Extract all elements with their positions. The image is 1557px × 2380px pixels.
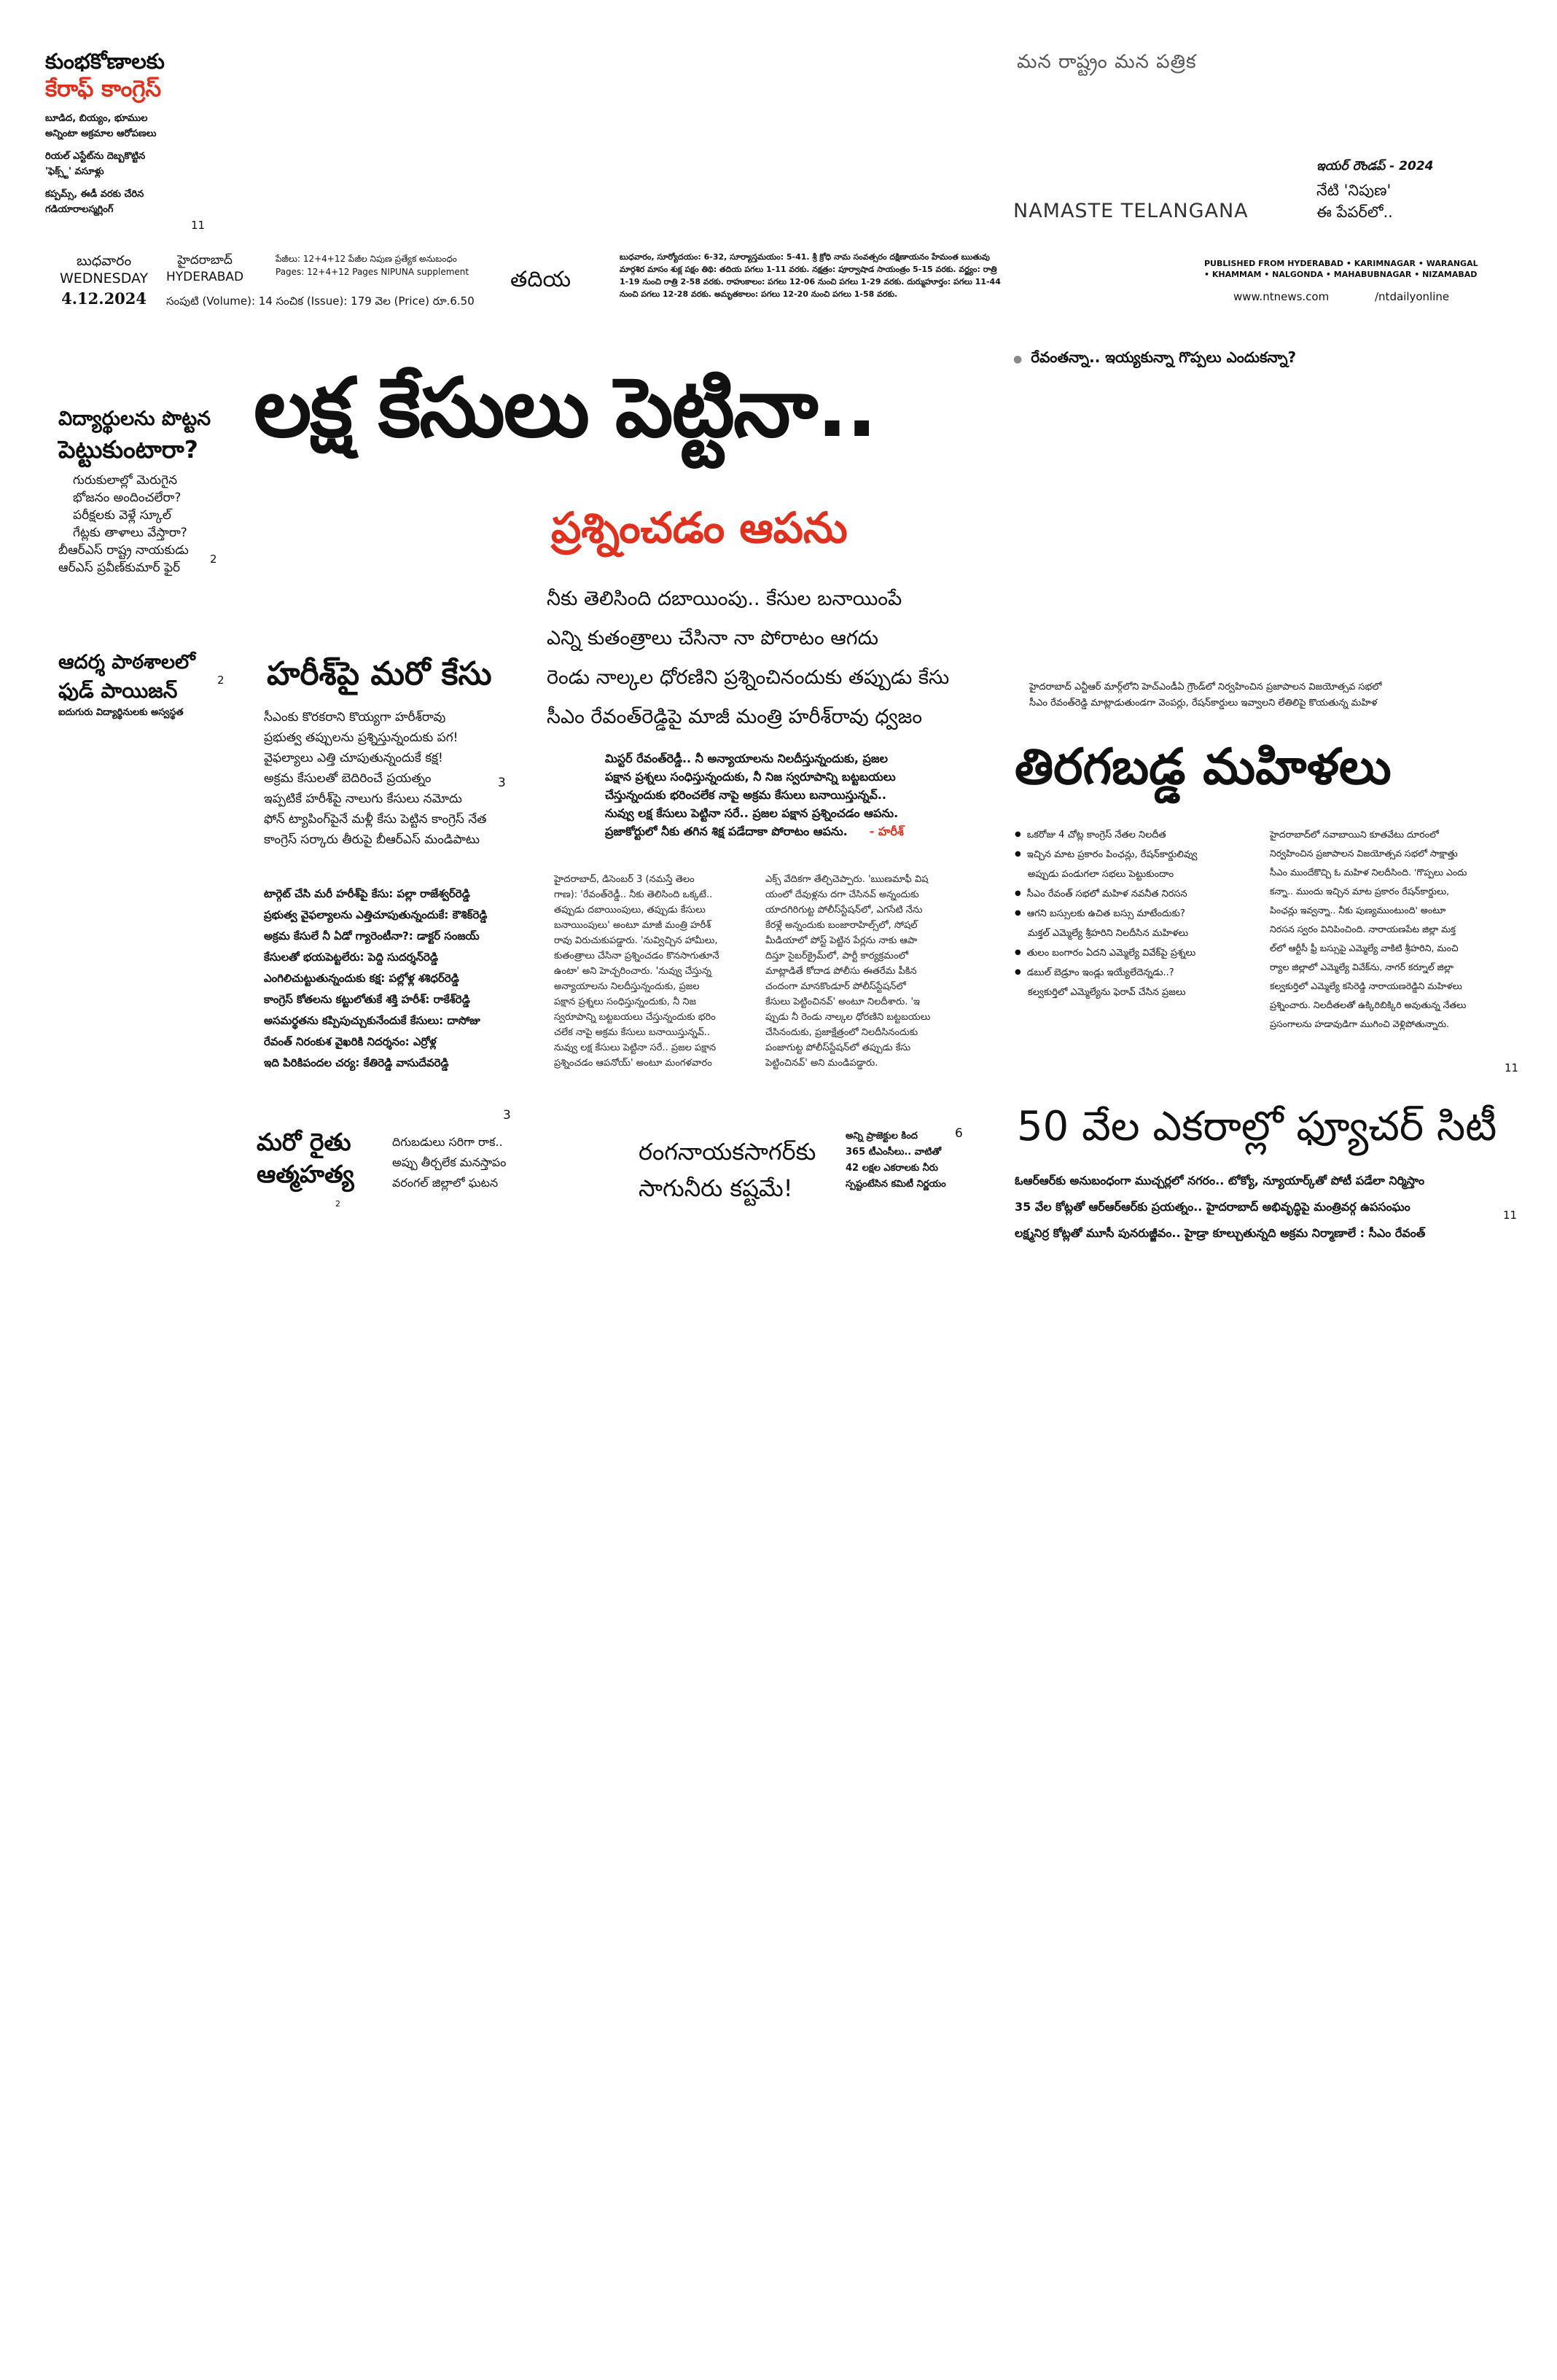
future-city-page-number: 11 [1503,1209,1518,1222]
body-line: యంలో దేవుళ్లను దగా చేసినవ్ అన్నందుకు [765,889,919,900]
deck-line: ఎన్ని కుతంత్రాలు చేసినా నా పోరాటం ఆగదు [547,627,878,649]
bullet-item: ● డబుల్ బెడ్రూం ఇండ్లు ఇయ్యేలేదెన్నడు..? [1015,963,1197,983]
year-round-box [1316,159,1506,223]
bullet-icon: ● [1013,354,1023,365]
bullet-item-continued: మక్తల్ ఎమ్మెల్యే శ్రీహరిని నిలదీసిన మహిళలు [1028,928,1189,939]
reaction-line: కేసులతో భయపెట్టలేరు: పెద్ది సుదర్శన్‌రెడ్డి [264,951,438,964]
deck-line: నీకు తెలిసింది దబాయింపు.. కేసుల బనాయింపే [547,588,902,610]
body-line: మాట్లాడితే కోదాడ పోలీసు ఈతరేమ పీకిన [765,966,917,977]
published-label: PUBLISHED FROM [1204,259,1285,268]
harish-line: ప్రభుత్వ తప్పులను ప్రశ్నిస్తున్నందుకు పగ! [264,730,458,745]
future-city-headline: 50 వేల ఎకరాల్లో ఫ్యూచర్ సిటీ [1017,1103,1497,1150]
story-headline: ఆదర్శ పాఠశాలలో [58,651,195,674]
date: 4.12.2024 [61,289,147,308]
city-telugu: హైదరాబాద్ [177,253,233,268]
harish-line: ఇప్పటికే హరీశ్‌పై నాలుగు కేసులు నమోదు [264,792,462,806]
sagar-line: అన్ని ప్రాజెక్టుల కింద [846,1131,918,1142]
sagar-headline-line: సాగునీరు కష్టమే! [639,1174,793,1202]
volume-issue-price: సంపుటి (Volume): 14 సంచిక (Issue): 179 వెల (Price) రూ.6.50 [166,294,475,308]
harish-page-number: 3 [498,776,506,790]
bullet-item-continued: అప్పుడు పండుగలా సభలు పెట్టుకుందాం [1028,869,1174,880]
body-line: యాదగిరిగుట్ట పోలీస్‌స్టేషన్‌లో, ఎగసేటి నేను [765,905,923,916]
left-story-students [58,405,226,577]
left-story-food-poison [58,649,233,720]
lead-body-col1 [554,872,795,1071]
year-round-line2: ఈ పేపర్‌లో.. [1316,203,1393,221]
bullet-item: ● తులం బంగారం ఏదని ఎమ్మెల్యే వివేక్‌పై ప్రశ్నలు [1015,943,1197,963]
body-line: ప్రసంగాలను హడావుడిగా ముగించి వెళ్లిపోతున్నారు. [1270,1018,1450,1029]
body-line: కుతంత్రాలు చేసినా ప్రశ్నించడం కొనసాగుతూనే [554,951,719,961]
story-headline: ఫుడ్ పాయిజన్ [58,679,178,703]
website-link[interactable]: www.ntnews.com [1233,290,1330,303]
farmer-headline-line: మరో రైతు [257,1128,351,1156]
farmer-headline [257,1126,354,1190]
body-line: చందంగా మానకొండూర్ పోలీస్‌స్టేషన్‌లో [765,981,906,992]
body-line: హైదరాబాద్‌లో నవాబాయిని కూతవేటు దూరంలో [1270,829,1439,840]
future-city-line: ఓఆర్‌ఆర్‌కు అనుబంధంగా ముచ్చర్లలో నగరం.. టోక్యో, న్యూయార్క్‌తో పోటీ పడేలా నిర్మిస్తాం [1015,1174,1425,1187]
harish-headline: హరీశ్‌పై మరో కేసు [267,655,492,692]
body-line: చేసినందుకు, ప్రజాక్షేత్రంలో నిలదీసినందుకు [765,1027,918,1038]
teaser-kicker: కుంభకోణాలకు [45,49,165,74]
body-line: పెట్టించినవ్' అని మండిపడ్డారు. [765,1058,878,1069]
reaction-line: టార్గెట్ చేసి మరీ హరీశ్‌పై కేసు: పల్లా రాజేశ్వర్‌రెడ్డి [264,887,470,900]
teaser-page-number: 11 [191,219,206,232]
body-line: ల్‌లో ఆర్టీసీ ఫ్రీ బస్సుపై ఎమ్మెల్యే వాకిటి శ్రీహరిని, మంచి [1270,943,1459,953]
story-line: భోజనం అందించలేరా? [73,491,182,505]
reaction-line: అసమర్థతను కప్పిపుచ్చుకునేందుకే కేసులు: దాసోజు [264,1014,480,1027]
story-line: బీఆర్‌ఎస్ రాష్ట్ర నాయకుడు [58,543,189,558]
sagar-side-lines [846,1128,946,1193]
future-city-line: లక్ష్మనిర్ర కోట్లతో మూసీ పునరుజ్జీవం.. హైడ్రా కూల్చుతున్నది అక్రమ నిర్మాణాలే : సీఎం రేవంత్ [1015,1226,1426,1240]
quote-line: ప్రజాకోర్టులో నీకు తగిన శిక్ష పడేదాకా పోరాటం ఆపను. - హరీశ్ [605,824,904,838]
sagar-headline-line: రంగనాయకసాగర్‌కు [639,1138,816,1166]
lead-subhead: ప్రశ్నించడం ఆపను [551,503,848,553]
story-lines [58,472,226,577]
story-headline: విద్యార్థులను పొట్టన [58,407,211,430]
reaction-line: ప్రభుత్వ వైఫల్యాలను ఎత్తిచూపుతున్నందుకే: కౌశిక్‌రెడ్డి [264,908,488,921]
sagar-headline [639,1134,816,1206]
body-line: హైదరాబాద్, డిసెంబర్ 3 (నమస్తే తెలం [554,874,695,885]
story-line: పరీక్షలకు వెళ్లే స్కూల్ [73,508,171,523]
farmer-headline-line: ఆత్మహత్య [257,1160,354,1188]
sagar-line: స్పష్టంటేసిన కమిటీ నిర్ణయం [846,1179,946,1190]
body-line: పంజాగుట్ట పోలీస్‌స్టేషన్‌లో తప్పుడు కేసు [765,1042,911,1053]
body-line: మీడియాలో పోస్ట్ పెట్టిన పేర్లను నాకు ఆపా [765,935,918,946]
body-line: గాణ): 'రేవంత్‌రెడ్డీ.. నీకు తెలిసింది ఒక్కటే.. [554,889,713,900]
body-line: ఉంటా' అని హెచ్చరించారు. 'నువ్వు చేస్తున్న [554,966,712,977]
body-line: సీఎం ముందేకొచ్చి ఓ మహిళ నిలదీసింది. 'గొప్పలు ఎందు [1270,867,1467,878]
body-line: కన్నా.. ముందు ఇచ్చిన మాట ప్రకారం రేషన్‌కార్డులు, [1270,886,1450,897]
lead-deck [547,580,949,737]
panchang-line: నుంచి పగలు 12-28 వరకు. అమృతకాలం: పగలు 12-20 నుంచి పగలు 1-58 వరకు. [620,289,898,299]
day-telugu: బుధవారం [77,253,132,269]
day-english: WEDNESDAY [60,270,149,286]
bullet-item: ● ఇచ్చిన మాట ప్రకారం పింఛన్లు, రేషన్‌కార్డులివ్వు [1015,845,1197,865]
quote-line: మిస్టర్ రేవంత్‌రెడ్డీ.. నీ అన్యాయాలను నిలదీస్తున్నందుకు, ప్రజల [605,752,888,765]
body-line: చలేక నాపై అక్రమ కేసులు బనాయిస్తున్నవ్.. [554,1027,711,1038]
body-line: కేరళ్లే అన్నందుకు బంజారాహిల్స్‌లో, సోషల్ [765,920,918,931]
dateline-city [166,252,243,286]
women-headline: తిరగబడ్డ మహిళలు [1015,738,1392,796]
farmer-line: దిగుబడులు సరిగా రాక.. [392,1135,503,1149]
story-line: ఐదుగురు విద్యార్థినులకు అస్వస్థత [58,707,184,718]
teaser-line: కప్పమ్స్, ఈడీ వరకు చేరిన [45,189,144,200]
story-line: గురుకులాల్లో మెరుగైన [73,473,178,488]
kicker-line: హైదరాబాద్ ఎన్టీఆర్ మార్గ్‌లోని హెచ్ఎండీఏ గ్రౌండ్‌లో నిర్వహించిన ప్రజాపాలన విజయోత్సవ సభలో [1029,682,1382,692]
dateline-day [60,252,148,308]
reaction-line: కాంగ్రెస్ కోతలను కట్టులోతుకే శక్తి హరీశ్: రాకేశ్‌రెడ్డి [264,993,470,1006]
bullet-item-continued: కల్వకుర్తిలో ఎమ్మెల్యేను ఫెరావ్ చేసిన ప్రజలు [1028,987,1186,998]
harish-line: అక్రమ కేసులతో బెదిరించే ప్రయత్నం [264,771,432,786]
body-line: ఎక్స్ వేదికగా తేల్చిచెప్పారు. 'ఋణమాఫీ విష [765,874,929,885]
teaser-line: అన్నింటా అక్రమాల ఆరోపణలు [45,128,157,139]
top-left-teaser [45,48,213,217]
teaser-line: రియల్ ఎస్టేట్‌ను దెబ్బకొట్టిన [45,151,146,162]
teaser-lines [45,111,213,217]
teaser-headline: కేరాఫ్ కాంగ్రెస్ [45,76,162,102]
published-from [1204,258,1478,280]
women-page-number: 11 [1505,1061,1519,1074]
body-line: నిరసన స్వరం వినిపించింది. నారాయణపేట జిల్లా మక్త [1270,924,1456,935]
bullet-item: ● ఒకరోజు 4 చోట్ల కాంగ్రెస్ నేతల నిలదీత [1015,825,1197,845]
body-line: ప్రశ్నించడం ఆపనోయ్' అంటూ మంగళవారం [554,1058,712,1069]
harish-line: వైఫల్యాలు ఎత్తి చూపుతున్నందుకే కక్ష! [264,751,443,765]
right-teaser [1013,348,1296,370]
bullet-item: ● ఆగని బస్సులకు ఉచిత బస్సు మాటేందుకు? [1015,904,1197,924]
body-line: ప్పుడు నీ రెండు నాల్కల ధోరణిని బట్టబయలు [765,1012,931,1023]
quote-author: - హరీశ్ [869,824,904,838]
city-english: HYDERABAD [166,270,244,284]
pages-english: Pages: 12+4+12 Pages NIPUNA supplement [276,267,469,277]
reaction-line: అక్రమ కేసులే నీ ఏడో గ్యారెంటీనా?: డాక్టర్ సంజయ్ [264,929,480,943]
panchang [620,251,1001,300]
body-line: నువ్వు లక్ష కేసులు పెట్టినా సరే.. ప్రజల పక్షాన [554,1042,717,1053]
body-line: నిర్వహించిన ప్రజాపాలన విజయోత్సవ సభలో సాక్షాత్తు [1270,848,1458,859]
lead-quote [605,749,904,840]
lead-headline: లక్ష కేసులు పెట్టినా.. [254,361,876,456]
panchang-line: బుధవారం, సూర్యోదయం: 6-32, సూర్యాస్తమయం: 5-41. శ్రీ క్రోధి నామ సంవత్సరం దక్షిణాయనం హేమంత ఋతువు [620,252,990,262]
future-city-line: 35 వేల కోట్లతో ఆర్‌ఆర్‌ఆర్‌కు ప్రయత్నం.. హైదరాబాద్ అభివృద్ధిపై మంత్రివర్గ ఉపసంఘం [1015,1200,1410,1214]
story-page-number: 2 [217,674,225,687]
harish-line: ఫోన్ ట్యాపింగ్‌పైనే మళ్లీ కేసు పెట్టిన కాంగ్రెస్ నేత [264,812,487,827]
story-headline: పెట్టుకుంటారా? [58,435,198,464]
panchang-line: 1-19 నుంచి రాత్రి 2-58 వరకు. రాహుకాలం: పగలు 12-06 నుంచి పగలు 1-29 వరకు. దుర్ముహూర్తం: పగలు 11-44 [620,277,1001,286]
masthead-tagline: మన రాష్ట్రం మన పత్రిక [1017,51,1197,73]
reaction-line: ఎంగిలిచుట్టుతున్నందుకు కక్ష: పల్లోళ్ల శశిధర్‌రెడ్డి [264,972,459,985]
bullet-item: ● సీఎం రేవంత్ సభలో మహిళ నవనీత నిరసన [1015,884,1197,904]
deck-line: సీఎం రేవంత్‌రెడ్డిపై మాజీ మంత్రి హరీశ్‌రావు ధ్వజం [547,706,923,728]
harish-lines [264,707,487,850]
story-line: ఆర్‌ఎస్ ప్రవీణ్‌కుమార్ ఫైర్ [58,561,181,575]
farmer-line: అప్పు తీర్చలేక మనస్తాపం [392,1155,507,1169]
masthead-logo: NAMASTE TELANGANA [1013,200,1249,222]
year-round-title: ఇయర్ రౌండప్ - 2024 [1316,159,1434,173]
body-line: పింఛన్లు ఇవ్వన్నా.. నీకు పుణ్యముంటుంది' అంటూ [1270,905,1446,916]
teaser-line: బూడిద, బియ్యం, భూముల [45,113,148,124]
pages-telugu: పేజీలు: 12+4+12 పేజీల నిపుణ ప్రత్యేక అనుబంధం [276,254,457,264]
reaction-line: ఇది పిరికిపందల చర్య: కేతిరెడ్డి వాసుదేవరెడ్డి [264,1056,449,1069]
body-line: దిస్తూ సైబర్‌క్రైమ్‌లో, పార్టీ కార్యక్రమంలో [765,951,909,961]
women-body [1270,825,1518,1034]
body-line: రావు విరుచుకుపడ్డారు. 'నువ్విచ్చిన హామీలు, [554,935,718,946]
published-cities-2: • KHAMMAM • NALGONDA • MAHABUBNAGAR • NIZAMABAD [1204,270,1478,279]
body-line: కేసులు పెట్టించినవ్' అంటూ నిలదీశారు. 'ఇ [765,996,920,1007]
quote-line: పక్షాన ప్రశ్నలు సంధిస్తున్నందుకు, నీ నిజ స్వరూపాన్ని బట్టబయలు [605,770,896,784]
harish-line: కాంగ్రెస్ సర్కారు తీరుపై బీఆర్‌ఎస్ మండిపాటు [264,832,480,847]
right-teaser-text: రేవంతన్నా.. ఇయ్యకున్నా గొప్పలు ఎందుకన్నా? [1031,348,1297,366]
farmer-page-number: 2 [335,1199,340,1209]
reactions-page-number: 3 [503,1108,511,1123]
farmer-line: వరంగల్ జిల్లాలో ఘటన [392,1176,499,1190]
sagar-line: 42 లక్షల ఎకరాలకు నీరు [846,1163,938,1174]
reaction-line: రేవంత్ నిరంకుశ వైఖరికి నిదర్శనం: ఎర్రోళ్ల [264,1035,437,1048]
quote-line: చేస్తున్నందుకు భరించలేక నాపై అక్రమ కేసులు బనాయిస్తున్నవ్.. [605,788,886,802]
quote-line: నువ్వు లక్ష కేసులు పెట్టినా సరే.. ప్రజల పక్షాన ప్రశ్నించడం ఆపను. [605,806,899,820]
farmer-lines [392,1132,506,1193]
women-kicker [1029,679,1382,711]
harish-reactions [264,883,487,1074]
teaser-line: గడియారాలస్మగ్లింగ్ [45,204,114,215]
body-line: ర్యాల జిల్లాలో ఎమ్మెల్యే వివేక్‌ను, నాగర్ కర్నూల్ జిల్లా [1270,961,1453,972]
body-line: పక్షాన ప్రశ్నలు సంధిస్తున్నందుకు, నీ నిజ [554,996,696,1007]
dateline-pages [276,252,469,278]
body-line: బనాయింపులు' అంటూ మాజీ మంత్రి హరీశ్ [554,920,711,931]
panchang-line: మార్గశిర మాసం శుక్ల పక్షం తిథి: తదియ పగలు 1-11 వరకు. నక్షత్రం: పూర్వాషాడ సాయంత్రం 5-15 వరకు. వర్జ్యం: రాత్రి [620,265,997,274]
story-page-number: 2 [210,553,217,566]
teaser-line: 'ఫెక్స్ట్' వసూళ్లు [45,166,104,177]
body-line: అన్యాయాలను నిలదీస్తున్నందుకు, ప్రజల [554,981,700,992]
published-cities-1: HYDERABAD • KARIMNAGAR • WARANGAL [1287,259,1478,268]
body-line: కల్వకుర్తిలో ఎమ్మెల్యే కసిరెడ్డి నారాయణరెడ్డిని మహిళలు [1270,980,1462,991]
edition-tithi: తదియ [510,267,571,292]
body-line: స్వరూపాన్ని బట్టబయలు చేస్తున్నందుకు భరిం [554,1012,716,1023]
kicker-line: సీఎం రేవంత్‌రెడ్డి మాట్లాడుతుండగా వెంపర్లు, రేషన్‌కార్డులు ఇవ్వాలని లేతిలిపై కొయతున్న మహిళ [1029,698,1378,709]
body-line: ప్రశ్నించారు. నిలదీతలతో ఉక్కిరిబిక్కిరి అవుతున్న నేతలు [1270,999,1467,1010]
sagar-line: 365 టీఎంసీలు.. వాటితో [846,1147,942,1158]
story-line: గేట్లకు తాళాలు వేస్తారా? [73,526,187,540]
deck-line: రెండు నాల్కల ధోరణిని ప్రశ్నించినందుకు తప్పుడు కేసు [547,666,950,689]
future-city-lines [1015,1168,1425,1246]
lead-body-col2 [765,872,984,1071]
year-round-line1: నేటి 'నిపుణ' [1316,182,1392,199]
social-handle-link[interactable]: /ntdailyonline [1375,290,1450,303]
harish-line: సీఎంకు కొరకరాని కొయ్యగా హరీశ్‌రావు [264,710,446,725]
body-line: తప్పుడు దబాయింపులు, తప్పుడు కేసులు [554,905,706,916]
women-bullets [1015,825,1197,1002]
sagar-page-number: 6 [955,1126,963,1141]
